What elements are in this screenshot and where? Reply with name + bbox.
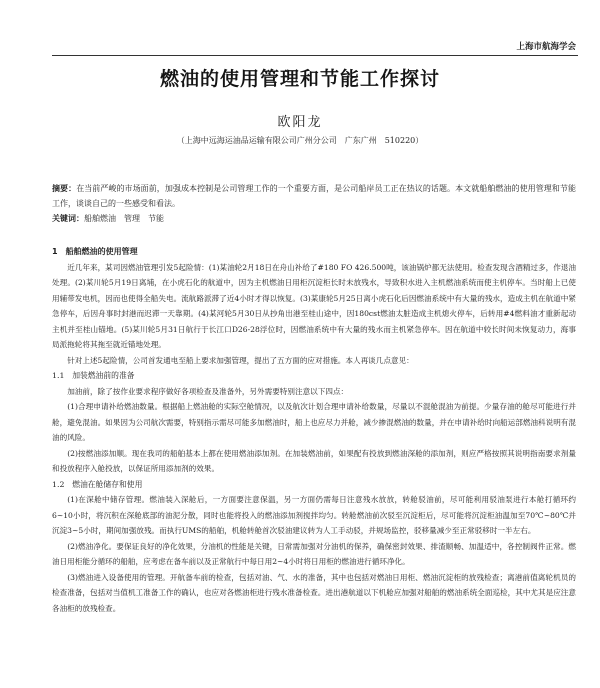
abstract: [52, 181, 576, 211]
paragraph-bunker-prep: 加油前，除了按作业要求程序做好各项检查及准备外，另外需要特别注意以下四点：: [67, 386, 349, 396]
paragraph-storage: (1)在深舱中储存管理。燃油装入深舱后，一方面要注意保温，另一方面仍需每日注意残水放放，转舱驳油前，尽可能利用驳油泵进行本舱打循环约6~10小时，将沉积在深舱底部的油泥分散，同时也能将投入的燃油添加剂搅拌均匀。转舱燃油前次驳至沉淀柜后，尽可能将沉淀柜油温加至70℃~80℃并沉淀3~5小时，期间加强放残。而执行UMS的船舶，机舱转舱首次驳油建议转为人工手动驳，并规场监控，驳移量减少至正常驳移时一半左右。: [52, 495, 576, 535]
paragraph-purification: (2)燃油净化。要保证良好的净化效果，分油机的性能是关键，日常需加强对分油机的保养，确保密封效果、排渣顺畅、加温适中，各控制阀件正常。燃油日用柜能分循环的船舶，应考虑在备车前以及正常航行中每日用2~4小时将日用柜的燃油进行循环净化。: [52, 541, 576, 566]
author-affiliation: （上海中远海运油品运输有限公司广州分公司 广东广州 510220）: [176, 136, 424, 145]
section-heading-1-1: 1.1 加装燃油前的准备: [52, 371, 135, 380]
paragraph-incidents: 近几年来，某司因燃油管理引发5起险情：(1)某油轮2月18日在舟山补给了#180 FO 426.500吨，该油锅炉都无法使用。检查发现含酒精过多，作退油处理。(2)某川轮5月19日离埔，在小虎石化的航道中，因为主机燃油日用柜沉淀柜长时未放残水，导致积水进入主机燃油系统而使主机停车。当时船上已使用辅带发电机，因而也使得全船失电。流航路派滞了近4小时才得以恢复。(3)某康轮5月25日离小虎石化后因燃油系统中有大量的残水，造成主机在航道中紧急停车，后因舟事时封港而迟滞一天靠期。(4)某河轮5月30日从抄角出港至桂山途中，因180cst燃油太脏造成主机熄火停车，后转用#4燃料油才重新起动主机并至桂山锚地。(5)某川轮5月31日航行于长江口D26-28浮位时，因燃油系统中有大量的残水而主机紧急停车。因在航道中较长时间未恢复动力，海事局派拖轮将其拖至就近锚地处理。: [52, 262, 576, 349]
journal-name: 上海市航海学会: [516, 42, 576, 52]
section-heading-1-2: 1.2 燃油在舱储存和使用: [52, 479, 143, 489]
keywords: [52, 211, 576, 226]
article-author: 欧阳龙: [277, 115, 323, 130]
paragraph-equipment: (3)燃油进入设备使用的管理。开航备车前的检查，包括对油、气、水的准备，其中也包括对燃油日用柜、燃油沉淀柜的放残检查；离港前值离轮机员的检查准备，包括对当值机工准备工作的确认，也应对各燃油柜进行残水准备检查。进出港航道以下机舱应加强对船舶的燃油系统全面巡检，其中尤其是应注意各油柜的放残检查。: [52, 572, 576, 613]
header-rule: [52, 55, 578, 56]
section-heading-1: 1 船舶燃油的使用管理: [52, 247, 138, 256]
abstract-label: 摘要：: [52, 184, 77, 193]
article-title: 燃油的使用管理和节能工作探讨: [159, 68, 440, 90]
keywords-label: 关键词：: [52, 214, 84, 223]
abstract-text: 在当前严峻的市场面前，加强成本控制是公司管理工作的一个重要方面，是公司船岸员工正在热议的话题。本文就船舶燃油的使用管理和节能工作，谈谈自己的一些感受和看法。: [52, 184, 576, 208]
paragraph-additive: (2)按燃油添加顺。现在我司的船舶基本上都在使用燃油添加剂。在加装燃油前，如果配有投放到燃油深舱的添加剂，则应严格按照其说明指南要求剂量和投放程序入舱投放，以保证所用添加剂的效果。: [52, 448, 576, 473]
article-body: [52, 244, 576, 616]
paragraph-bunker-quantity: (1)合理申请补给燃油数量。根据船上燃油舱的实际空舱情况，以及航次计划合理申请补给数量，尽量以不混舱混油为前提。少量存油的舱尽可能进行并舱，避免混油。如果因为公司航次需要，特别指示需尽可能多加燃油时，船上也应尽力并舱，减少掺混燃油的数量，并在申请补给时向船运部燃油科说明有混油的风险。: [52, 402, 576, 442]
keywords-text: 船舶燃油 管理 节能: [84, 214, 164, 223]
paragraph-response: 针对上述5起险情，公司首发通电至船上要求加强管理，提出了五方面的应对措施。本人再谈几点意见：: [67, 355, 414, 365]
